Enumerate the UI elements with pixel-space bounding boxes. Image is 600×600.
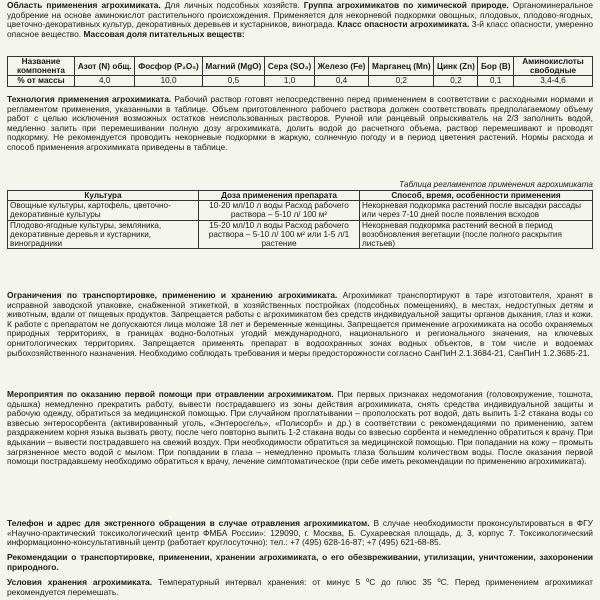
nutrients-table [7, 56, 593, 87]
nutrient-value: 0,2 [434, 76, 478, 86]
nutrient-name: Магний (MgO) [202, 57, 265, 76]
first-aid-text: При первых признаках недомогания (головокружение, тошнота, одышка) немедленно прекратить работу, вывести пострадавшего из зоны действия агрохимиката, снять средства индивидуальной защиты и рабочую одежду, обратиться за медицинской помощью. При случайном проглатывании – прополоскать рот водой, дать выпить 1-2 стакана воды со взвесью энтеросорбента (активированный уголь, «Энтеросгель», «Полисорб» и др.) в соответствии с рекомендациями по применению, затем раздражением корня языка вызвать рвоту, после чего повторно выпить 1-2 стакана воды со взвесью сорбента и немедленно обратиться к врачу. При вдыхании – вывести пострадавшего на свежий воздух. При необходимости обратиться за медицинской помощью. При попадании на кожу – промыть загрязненное место водой с мылом. При попадании в глаза – немедленно промыть глаза большим количеством воды. После оказания первой помощи пострадавшему необходимо обратиться к врачу, лечение симптоматическое (при себе иметь рекомендации по применению агрохимиката). [7, 389, 593, 467]
nutrient-name: Аминокислоты свободные [514, 57, 593, 76]
restrictions-block [7, 291, 593, 358]
nutrients-row-label-value: % от массы [8, 76, 75, 86]
emergency-block [7, 519, 593, 548]
technology-block [7, 95, 593, 153]
nutrient-name: Азот (N) общ. [75, 57, 135, 76]
regulation-header-method: Способ, время, особенности применения [360, 191, 593, 201]
group-label: Группа агрохимикатов по химической природе. [303, 0, 509, 10]
regulation-dose: 10-20 мл/10 л воды Расход рабочего раствора – 5-10 л/ 100 м² [199, 201, 360, 220]
nutrient-value: 3,4-4,6 [514, 76, 593, 86]
first-aid-label: Мероприятия по оказанию первой помощи при отравлении агрохимикатом. [7, 389, 334, 399]
recommendations-label: Рекомендации о транспортировке, применении, хранении агрохимиката, о его обезвреживании, утилизации, уничтожении, захоронении природного. [7, 552, 593, 572]
regulation-header-dose: Доза применения препарата [199, 191, 360, 201]
regulation-row [8, 201, 593, 220]
area-label: Область применения агрохимиката. [7, 0, 161, 10]
nutrient-name: Сера (SO₃) [265, 57, 315, 76]
area-text: Для личных подсобных хозяйств. [164, 0, 300, 10]
nutrient-name: Марганец (Mn) [369, 57, 434, 76]
nutrient-name: Бор (B) [478, 57, 514, 76]
regulation-dose: 15-20 мл/10 л воды Расход рабочего раствора – 5-10 л/ 100 м² или 1-5 л/1 растение [199, 220, 360, 249]
regulation-row [8, 220, 593, 249]
nutrients-header-row [8, 57, 593, 76]
regulation-header-culture: Культура [8, 191, 199, 201]
nutrient-value: 0,1 [478, 76, 514, 86]
nutrient-value: 10,0 [135, 76, 202, 86]
nutrient-value: 0,2 [369, 76, 434, 86]
mass-label: Массовая доля питательных веществ: [83, 28, 245, 39]
emergency-text: В случае необходимости проконсультироваться в ФГУ «Научно-практический токсикологический центр ФМБА России»: 129090, г. Москва, Б. Сухаревская площадь, д. 3, корпус 7. Токсикологический информационно-консультативный центр (работает круглосуточно): тел.: +7 (495) 628-16-87; +7 (495) 621-68-85. [7, 518, 593, 548]
nutrient-value: 0,5 [202, 76, 265, 86]
nutrients-row-label-header: Название компонента [8, 57, 75, 76]
group-text: Органоминеральное удобрение на основе аминокислот растительного происхождения. Применяется для некорневой подкормки овощных, плодовых, плодово-ягодных, цветочно-декоративных культур, декоративных деревьев и кустарников, винограда. [7, 0, 593, 30]
regulation-table-caption: Таблица регламентов применения агрохимиката [399, 180, 593, 189]
nutrient-name: Железо (Fe) [314, 57, 368, 76]
nutrient-name: Фосфор (P₂O₅) [135, 57, 202, 76]
regulation-culture: Овощные культуры, картофель, цветочно-декоративные культуры [8, 201, 199, 220]
recommendations-block [7, 553, 593, 572]
nutrient-name: Цинк (Zn) [434, 57, 478, 76]
regulation-header-row [8, 191, 593, 201]
nutrient-value: 4,0 [75, 76, 135, 86]
regulation-culture: Плодово-ягодные культуры, земляника, декоративные деревья и кустарники, виноградники [8, 220, 199, 249]
intro-block [7, 1, 593, 39]
nutrient-value: 1,0 [265, 76, 315, 86]
nutrients-value-row [8, 76, 593, 86]
storage-label: Условия хранения агрохимиката. [7, 577, 153, 587]
regulation-method: Некорневая подкормка растений весной в период возобновления вегетации (после полного раскрытия листьев) [360, 220, 593, 249]
storage-block [7, 578, 593, 597]
technology-label: Технология применения агрохимиката. [7, 94, 172, 104]
regulation-table [7, 190, 593, 249]
regulation-method: Некорневая подкормка растений после высадки рассады или через 7-10 дней после появления всходов [360, 201, 593, 220]
hazard-text: 3-й класс опасности, умеренно опасное вещество. [7, 19, 594, 39]
hazard-label: Класс опасности агрохимиката. [337, 19, 470, 30]
nutrient-value: 0,4 [314, 76, 368, 86]
storage-text: Температурный интервал хранения: от минус 5 ºС до плюс 35 ºС. Перед применением агрохимикат рекомендуется перемешать. [7, 577, 594, 597]
restrictions-text: Агрохимикат транспортируют в таре изготовителя, хранят в исправной заводской упаковке, снабженной этикеткой, в хозяйственных постройках (подсобных помещениях), в местах, недоступных детям и животным, вдали от пищевых продуктов. Запрещается работы с агрохимикатом без средств индивидуальной защиты органов дыхания, глаз и кожи. К работе с препаратом не допускаются лица моложе 18 лет и беременные женщины. Запрещается применение агрохимиката на особо охраняемых природных территориях, в границах водно-болотных угодий международного, национального и регионального значения, на ключевых орнитологических территориях. Запрещается применять препарат в водоохранных зонах водных объектов, в том числе и водоемах рыбохозяйственного назначения. Необходимо соблюдать требования и меры предосторожности согласно СанПиН 2.1.3684-21, СанПиН 1.2.3685-21. [7, 290, 594, 358]
technology-text: Рабочий раствор готовят непосредственно перед применением в соответствии с расходными нормами и регламентом применения, указанными в таблице. Объем приготовленного рабочего раствора должен соответствовать предполагаемому объему работ с целью исключения возможных остатков неиспользованных растворов. Ручной или ранцевый опрыскиватель на 2/3 заполнить водой, медленно залить при перемешивании полную дозу агрохимиката, долить водой до расчетного объема, раствор перемешивают и проводят подкормку. Не рекомендуется проводить некорневые подкормки в жаркую, солнечную погоду и в период цветения растений. Нормы расхода и способ применения агрохимиката приведены в таблице. [7, 94, 594, 152]
emergency-label: Телефон и адрес для экстренного обращения в случае отравления агрохимикатом. [7, 518, 370, 528]
restrictions-label: Ограничения по транспортировке, применению и хранению агрохимиката. [7, 290, 338, 300]
first-aid-block [7, 390, 593, 467]
